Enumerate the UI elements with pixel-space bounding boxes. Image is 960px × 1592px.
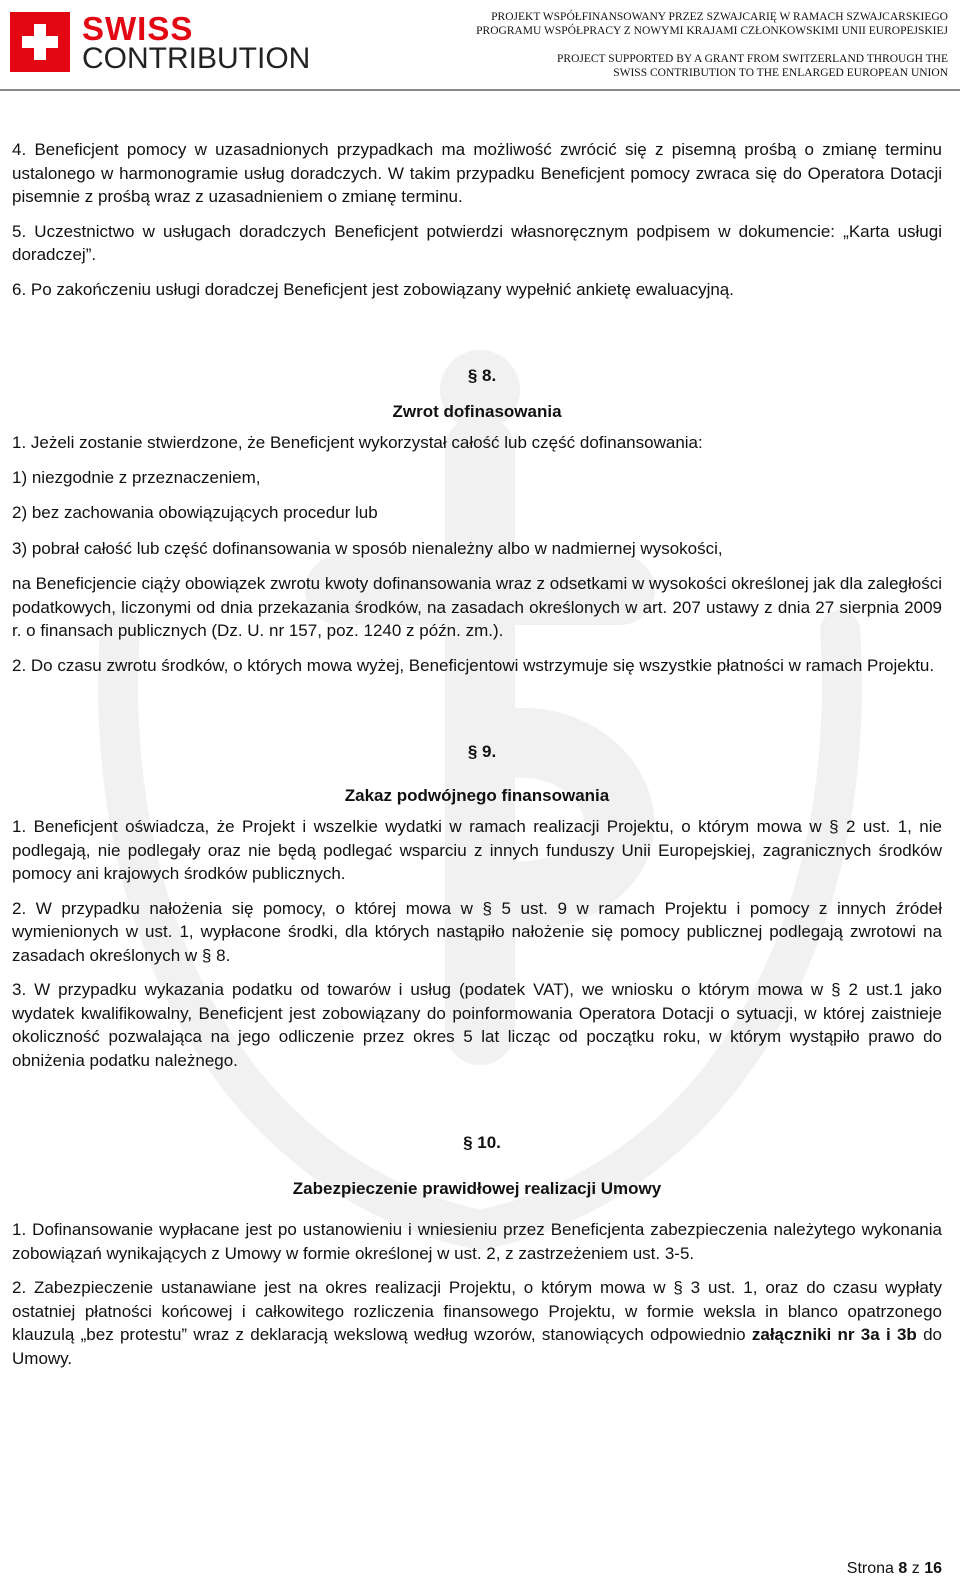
page-header [0,0,960,94]
swiss-contribution-logo [10,12,310,74]
attachment-reference: załączniki nr 3a i 3b [751,1325,917,1344]
section-10-title: Zabezpieczenie prawidłowej realizacji Umowy [292,1178,662,1198]
section-9-paragraph-2: 2. W przypadku nałożenia się pomocy, o której mowa w § 5 ust. 9 w ramach Projektu i pomocy z innych źródeł wymienionych w ust. 1, wypłacone środki, dla których nastąpiło nałożenie się pomocy publicznej podlegają zwrotowi na zasadach określonych w § 8. [12,898,942,965]
section-8-paragraph-2: 2. Do czasu zwrotu środków, o których mowa wyżej, Beneficjentowi wstrzymuje się wszystkie płatności w ramach Projektu. [12,655,935,675]
section-9-paragraph-3: 3. W przypadku wykazania podatku od towarów i usług (podatek VAT), we wniosku o którym mowa w § 2 ust.1 jako wydatek kwalifikowalny, Beneficjent jest zobowiązany do poinformowania Operatora Dotacji o sytuacji, w której zaistnieje okoliczność pozwalająca na jego odliczenie przez okres 5 lat licząc od początku roku, w którym wystąpiło prawo do obniżenia podatku należnego. [12,980,942,1070]
page-number: Strona 8 z 16 [846,1560,942,1577]
header-english-notice: PROJECT SUPPORTED BY A GRANT FROM SWITZERLAND THROUGH THE SWISS CONTRIBUTION TO THE ENLARGED EUROPEAN UNION [557,53,948,79]
section-8-item-2: 2) bez zachowania obowiązujących procedur lub [12,503,378,522]
section-9-title: Zakaz podwójnego finansowania [344,785,610,805]
section-8-paragraph-1b: na Beneficjencie ciąży obowiązek zwrotu kwoty dofinansowania wraz z odsetkami w wysokości określonej jak dla zaległości podatkowych, liczonymi od dnia przekazania środków, na zasadach określonych w art. 207 ustawy z dnia 27 sierpnia 2009 r. o finansach publicznych (Dz. U. nr 157, poz. 1240 z późn. zm.). [12,574,942,640]
paragraph-4: 4. Beneficjent pomocy w uzasadnionych przypadkach ma możliwość zwrócić się z pisemną prośbą o zmianę terminu ustalonego w harmonogramie usług doradczych. W takim przypadku Beneficjent pomocy zwraca się do Operatora Dotacji pisemnie z prośbą wraz z uzasadnieniem o zmianę terminu. [12,140,942,206]
paragraph-5: 5. Uczestnictwo w usługach doradczych Beneficjent potwierdzi własnoręcznym podpisem w dokumencie: „Karta usługi doradczej”. [12,221,942,264]
logo-text-swiss: SWISS [82,10,194,47]
section-8-title: Zwrot dofinasowania [392,401,562,421]
header-polish-notice: PROJEKT WSPÓŁFINANSOWANY PRZEZ SZWAJCARIĘ W RAMACH SZWAJCARSKIEGO PROGRAMU WSPÓŁPRACY Z NOWYMI KRAJAMI CZŁONKOWSKIMI UNII EUROPEJSKIEJ [476,11,948,37]
section-9-number: § 9. [467,742,497,761]
swiss-flag-icon [10,12,70,72]
section-8-number: § 8. [467,366,497,385]
header-divider [0,89,960,91]
paragraph-6: 6. Po zakończeniu usługi doradczej Beneficjent jest zobowiązany wypełnić ankietę ewaluacyjną. [12,279,734,299]
section-10-paragraph-2: 2. Zabezpieczenie ustanawiane jest na okres realizacji Projektu, o którym mowa w § 3 ust. 1, oraz do czasu wypłaty ostatniej płatności końcowej i całkowitego rozliczenia finansowego Projektu, w formie weksla in blanco opatrzonego klauzulą „bez protestu” wraz z deklaracją wekslową według wzorów, stanowiących odpowiednio załączniki nr 3a i 3b do Umowy. [12,1278,942,1368]
section-8-item-3: 3) pobrał całość lub część dofinansowania w sposób nienależny albo w nadmiernej wysokości, [12,538,723,558]
section-9-paragraph-1: 1. Beneficjent oświadcza, że Projekt i wszelkie wydatki w ramach realizacji Projektu, o którym mowa w § 2 ust. 1, nie podlegają, nie podlegały oraz nie będą podlegać wsparciu z innych funduszy Unii Europejskiej, zagranicznych środków pomocy ani krajowych środków publicznych. [12,817,942,883]
section-8-paragraph-1: 1. Jeżeli zostanie stwierdzone, że Beneficjent wykorzystał całość lub część dofinansowania: [12,433,703,452]
logo-text-contribution: CONTRIBUTION [82,42,311,75]
section-10-number: § 10. [463,1133,501,1152]
document-body [12,138,942,1381]
section-10-paragraph-1: 1. Dofinansowanie wypłacane jest po ustanowieniu i wniesieniu przez Beneficjenta zabezpieczenia należytego wykonania zobowiązań wynikających z Umowy w formie określonej w ust. 2, z zastrzeżeniem ust. 3-5. [12,1220,942,1263]
section-8-item-1: 1) niezgodnie z przeznaczeniem, [12,467,261,487]
